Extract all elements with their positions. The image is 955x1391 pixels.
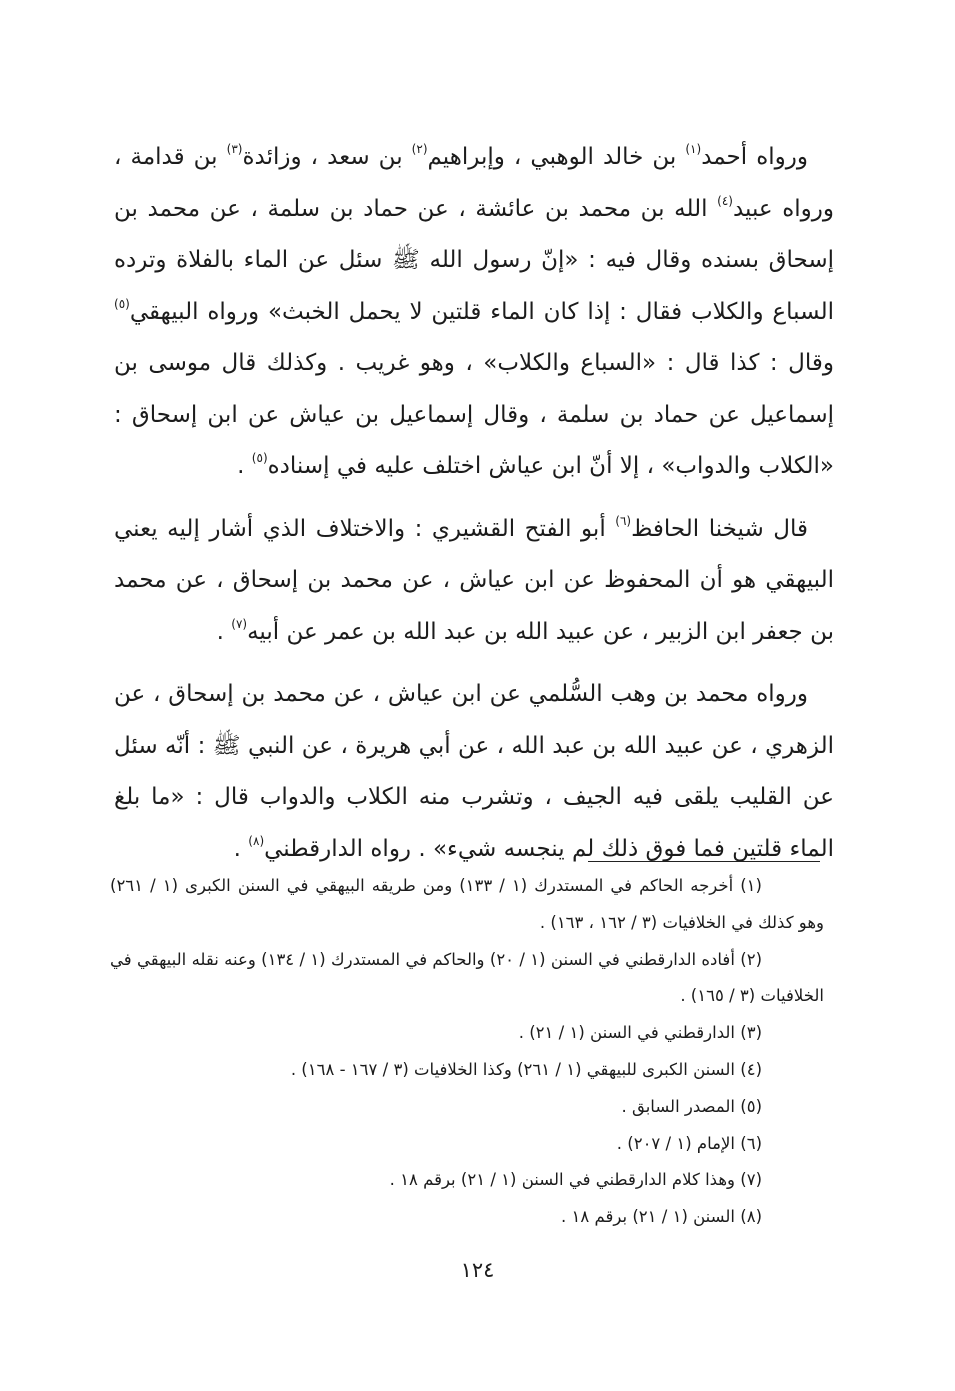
footnote-ref-7[interactable]: (٧): [231, 616, 248, 631]
footnote-ref-5b[interactable]: (٥): [251, 451, 268, 465]
footnote-ref-1[interactable]: (١): [685, 142, 702, 156]
footnotes: [110, 868, 824, 1236]
footnote-ref-5[interactable]: (٥): [114, 296, 130, 311]
paragraph-3: [114, 669, 834, 875]
paragraph-2: [114, 504, 834, 659]
footnote-ref-6[interactable]: (٦): [615, 513, 632, 528]
main-text: [114, 132, 834, 875]
footnote-4: (٤) السنن الكبرى للبيهقي (١ / ٢٦١) وكذا الخلافيات (٣ / ١٦٧ - ١٦٨) .: [290, 1059, 762, 1079]
text-run: بن قدامة ، ورواه عبيد: [114, 144, 834, 222]
footnote-5: (٥) المصدر السابق .: [621, 1096, 762, 1116]
footnote-7: (٧) وهذا كلام الدارقطني في السنن (١ / ٢١) برقم ١٨ .: [389, 1170, 762, 1190]
footnote-ref-2[interactable]: (٢): [411, 142, 428, 156]
footnote-separator: [588, 861, 820, 862]
page-number: ١٢٤: [460, 1258, 495, 1282]
text-run: ورواه محمد بن وهب السُّلمي عن ابن عياش ، عن محمد بن إسحاق ، عن الزهري ، عن عبيد الله بن عبد الله ، عن أبي هريرة ، عن النبي ﷺ : أنّه سئل عن القليب يلقى فيه الجيف ، وتشرب منه الكلاب والدواب قال : «ما بلغ الماء قلتين فما فوق ذلك لم ينجسه شيء» . رواه الدارقطني: [114, 681, 834, 862]
footnote-3: (٣) الدارقطني في السنن (١ / ٢١) .: [518, 1023, 762, 1043]
text-run: بن سعد ، وزائدة: [242, 144, 412, 170]
text-run: بن خالد الوهبي ، وإبراهيم: [427, 144, 686, 170]
footnote-8: (٨) السنن (١ / ٢١) برقم ١٨ .: [561, 1207, 762, 1227]
footnote-ref-3[interactable]: (٣): [226, 142, 243, 156]
footnote-1: (١) أخرجه الحاكم في المستدرك (١ / ١٣٣) ومن طريقه البيهقي في السنن الكبرى (١ / ٢٦١) وهو كذلك في الخلافيات (٣ / ١٦٢ ، ١٦٣) .: [110, 876, 824, 932]
paragraph-1: [114, 132, 834, 493]
text-run: .: [216, 618, 232, 645]
text-run: الله بن محمد بن عائشة ، عن حماد بن سلمة ، عن محمد بن إسحاق بسنده وقال فيه : «إنّ رسول الله ﷺ سئل عن الماء بالفلاة وترده السباع والكلاب فقال : إذا كان الماء قلتين لا يحمل الخبث» ورواه البيهقي: [114, 195, 834, 325]
footnote-ref-4[interactable]: (٤): [717, 193, 733, 208]
footnote-6: (٦) الإمام (١ / ٢٠٧) .: [616, 1133, 762, 1153]
text-run: وقال : كذا قال : «السباع والكلاب» ، وهو غريب . وكذلك قال موسى بن إسماعيل عن حماد بن سلمة ، وقال إسماعيل بن عياش عن ابن إسحاق : «الكلاب والدواب» ، إلا أنّ ابن عياش اختلف عليه في إسناده: [114, 350, 834, 479]
text-run: .: [237, 453, 252, 479]
text-run: أبو الفتح القشيري : والاختلاف الذي أشار إليه يعني البيهقي هو أن المحفوظ عن ابن عياش ، عن محمد بن إسحاق ، عن محمد بن جعفر ابن الزبير ، عن عبيد الله بن عبد الله بن عمر عن أبيه: [114, 515, 834, 645]
footnote-2: (٢) أفاده الدارقطني في السنن (١ / ٢٠) والحاكم في المستدرك (١ / ١٣٤) وعنه نقله البيهقي في الخلافيات (٣ / ١٦٥) .: [110, 949, 824, 1006]
footnote-ref-8[interactable]: (٨): [248, 833, 265, 848]
text-run: ورواه أحمد: [701, 144, 808, 170]
text-run: قال شيخنا الحافظ: [631, 515, 808, 542]
text-run: .: [233, 835, 249, 862]
